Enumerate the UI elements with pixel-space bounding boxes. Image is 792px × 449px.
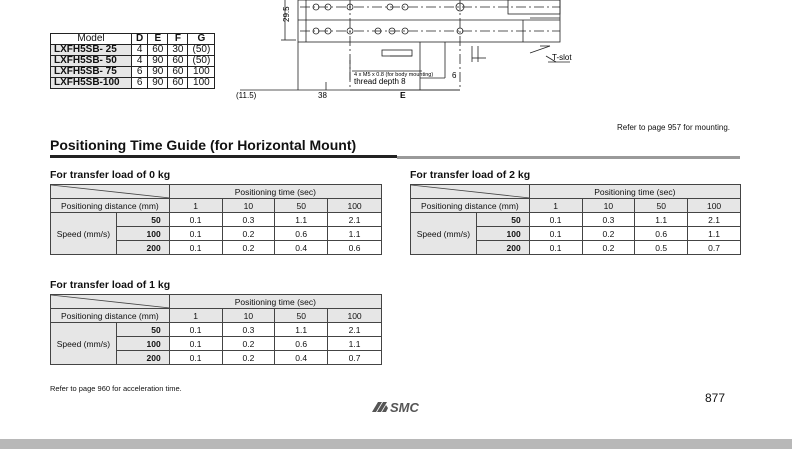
table-title-0kg: For transfer load of 0 kg — [50, 169, 171, 181]
speed-value: 100 — [116, 227, 169, 241]
time-value: 0.6 — [635, 227, 688, 241]
smc-logo-mark — [370, 399, 426, 415]
time-value: 0.5 — [635, 241, 688, 255]
distance-label: Positioning distance (mm) — [411, 199, 530, 213]
time-value: 0.1 — [169, 351, 222, 365]
distance-value: 10 — [222, 309, 275, 323]
speed-value: 200 — [476, 241, 529, 255]
table-row — [51, 185, 382, 199]
model-cell: 6 — [132, 67, 148, 78]
section-underline — [50, 155, 740, 161]
time-value: 1.1 — [688, 227, 741, 241]
speed-value: 50 — [116, 323, 169, 337]
time-value: 0.6 — [275, 227, 328, 241]
time-value: 1.1 — [275, 213, 328, 227]
page-number: 877 — [705, 391, 726, 405]
speed-value: 100 — [476, 227, 529, 241]
positioning-table-0kg — [50, 184, 382, 255]
dim-38: 38 — [318, 91, 327, 100]
distance-value: 10 — [582, 199, 635, 213]
time-value: 0.2 — [222, 351, 275, 365]
time-value: 0.2 — [222, 337, 275, 351]
distance-value: 50 — [275, 309, 328, 323]
table-row — [411, 199, 741, 213]
model-name: LXFH5SB- 50 — [51, 56, 132, 67]
dim-11-5: (11.5) — [236, 91, 257, 100]
model-cell: 60 — [168, 67, 188, 78]
model-cell: 60 — [148, 45, 168, 56]
time-value: 2.1 — [328, 323, 382, 337]
model-name: LXFH5SB-100 — [51, 78, 132, 89]
model-cell: 90 — [148, 67, 168, 78]
smc-logo — [370, 399, 426, 420]
model-cell: 4 — [132, 45, 148, 56]
table-row — [51, 309, 382, 323]
section-underline-dark — [50, 155, 397, 158]
time-value: 2.1 — [328, 213, 382, 227]
model-cell: 90 — [148, 78, 168, 89]
time-value: 1.1 — [635, 213, 688, 227]
model-name: LXFH5SB- 75 — [51, 67, 132, 78]
diagonal-cell — [51, 295, 170, 309]
model-row — [51, 56, 215, 67]
distance-value: 1 — [169, 309, 222, 323]
model-row — [51, 45, 215, 56]
model-row — [51, 67, 215, 78]
model-dimension-table — [50, 33, 215, 89]
time-header: Positioning time (sec) — [169, 295, 381, 309]
time-value: 0.4 — [275, 351, 328, 365]
distance-label: Positioning distance (mm) — [51, 309, 170, 323]
dim-29-5: 29.5 — [282, 6, 291, 22]
speed-value: 50 — [116, 213, 169, 227]
mount-note-2: thread depth 8 — [354, 77, 406, 86]
model-cell: 60 — [168, 56, 188, 67]
model-name: LXFH5SB- 25 — [51, 45, 132, 56]
speed-label: Speed (mm/s) — [51, 213, 117, 255]
f-header: F — [168, 34, 188, 45]
model-cell: 6 — [132, 78, 148, 89]
time-value: 0.1 — [529, 241, 582, 255]
body-outline — [298, 0, 560, 42]
table-title-1kg: For transfer load of 1 kg — [50, 279, 171, 291]
e-header: E — [148, 34, 168, 45]
table-row — [51, 295, 382, 309]
time-header: Positioning time (sec) — [169, 185, 381, 199]
section-underline-light — [397, 156, 740, 159]
refer-mounting-note: Refer to page 957 for mounting. — [617, 123, 730, 132]
model-cell: (50) — [188, 56, 215, 67]
table-row — [51, 199, 382, 213]
distance-value: 100 — [328, 309, 382, 323]
table-row — [411, 185, 741, 199]
distance-label: Positioning distance (mm) — [51, 199, 170, 213]
model-cell: (50) — [188, 45, 215, 56]
refer-acceleration-note: Refer to page 960 for acceleration time. — [50, 384, 182, 393]
distance-value: 1 — [529, 199, 582, 213]
time-value: 0.6 — [275, 337, 328, 351]
technical-drawing — [236, 0, 572, 102]
speed-value: 200 — [116, 351, 169, 365]
distance-value: 10 — [222, 199, 275, 213]
time-value: 1.1 — [275, 323, 328, 337]
dim-e: E — [400, 90, 406, 100]
time-value: 0.2 — [582, 241, 635, 255]
model-cell: 100 — [188, 78, 215, 89]
table-row — [411, 213, 741, 227]
speed-label: Speed (mm/s) — [51, 323, 117, 365]
diagonal-cell — [411, 185, 530, 199]
positioning-table-2kg — [410, 184, 741, 255]
time-value: 1.1 — [328, 337, 382, 351]
positioning-table-1kg — [50, 294, 382, 365]
model-cell: 4 — [132, 56, 148, 67]
distance-value: 1 — [169, 199, 222, 213]
tslot-label: T-slot — [552, 53, 572, 62]
d-header: D — [132, 34, 148, 45]
time-value: 0.2 — [582, 227, 635, 241]
time-value: 0.1 — [169, 337, 222, 351]
time-value: 0.6 — [328, 241, 382, 255]
time-value: 0.1 — [169, 213, 222, 227]
time-value: 0.1 — [169, 241, 222, 255]
table-row — [51, 213, 382, 227]
model-header: Model — [51, 34, 132, 45]
time-value: 0.2 — [222, 227, 275, 241]
time-value: 0.3 — [222, 213, 275, 227]
distance-value: 100 — [328, 199, 382, 213]
diagonal-cell — [51, 185, 170, 199]
time-value: 0.7 — [328, 351, 382, 365]
time-value: 0.3 — [222, 323, 275, 337]
model-cell: 100 — [188, 67, 215, 78]
time-value: 0.1 — [169, 227, 222, 241]
time-value: 0.2 — [222, 241, 275, 255]
dim-6: 6 — [452, 71, 457, 80]
model-row — [51, 78, 215, 89]
speed-value: 50 — [476, 213, 529, 227]
table-title-2kg: For transfer load of 2 kg — [410, 169, 531, 181]
speed-value: 100 — [116, 337, 169, 351]
section-title: Positioning Time Guide (for Horizontal Mount) — [50, 137, 357, 153]
speed-label: Speed (mm/s) — [411, 213, 477, 255]
model-cell: 60 — [168, 78, 188, 89]
model-table-header-row — [51, 34, 215, 45]
time-header: Positioning time (sec) — [529, 185, 740, 199]
time-value: 0.7 — [688, 241, 741, 255]
speed-value: 200 — [116, 241, 169, 255]
time-value: 0.1 — [169, 323, 222, 337]
distance-value: 50 — [635, 199, 688, 213]
table-row — [51, 323, 382, 337]
distance-value: 100 — [688, 199, 741, 213]
time-value: 0.4 — [275, 241, 328, 255]
smc-logo-text: SMC — [390, 400, 419, 415]
time-value: 1.1 — [328, 227, 382, 241]
bottom-band — [0, 439, 792, 449]
time-value: 0.1 — [529, 213, 582, 227]
mount-note-1: 4 x M5 x 0.8 (for body mounting) — [354, 72, 434, 78]
time-value: 2.1 — [688, 213, 741, 227]
model-cell: 90 — [148, 56, 168, 67]
time-value: 0.3 — [582, 213, 635, 227]
model-cell: 30 — [168, 45, 188, 56]
distance-value: 50 — [275, 199, 328, 213]
g-header: G — [188, 34, 215, 45]
time-value: 0.1 — [529, 227, 582, 241]
